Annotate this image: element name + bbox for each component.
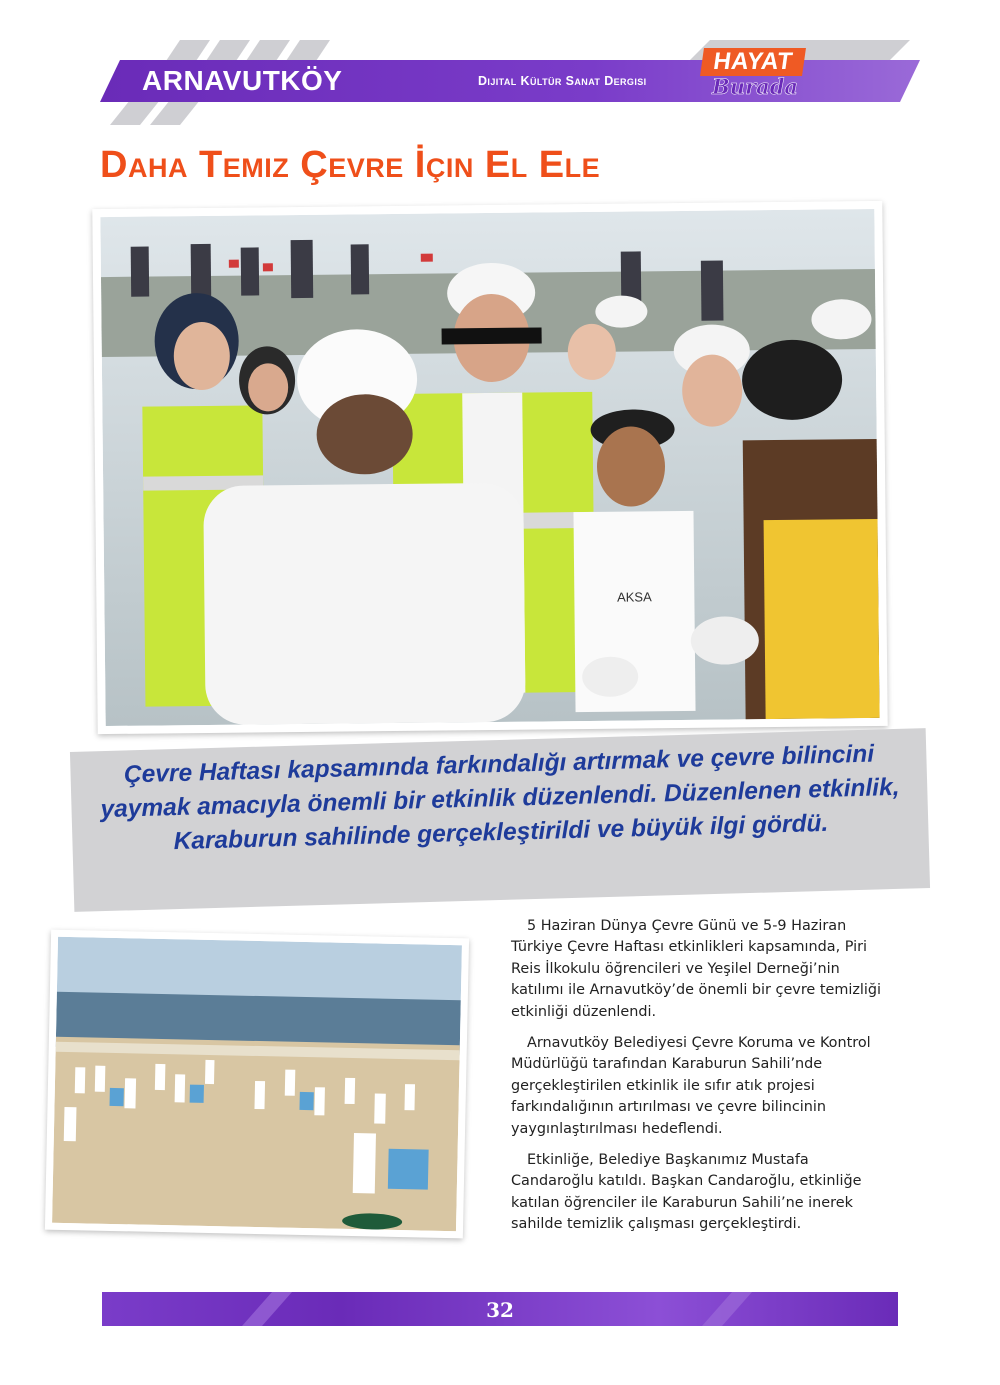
beach-photo-image (52, 937, 462, 1231)
page-number: 32 (486, 1298, 514, 1322)
lead-text: Çevre Haftası kapsamında farkındalığı artırmak ve çevre bilincini yaymak amacıyla önemli bir etkinlik düzenlendi. Düzenlenen etkinlik, Karaburun sahilinde gerçekleştirildi ve büyük ilgi gördü. (100, 740, 900, 856)
magazine-name: ARNAVUTKÖY (142, 65, 343, 96)
article-title: Daha Temiz Çevre İçin El Ele (100, 144, 601, 186)
logo-hayat-text: HAYAT (700, 48, 806, 76)
body-paragraph-2: Arnavutköy Belediyesi Çevre Koruma ve Kontrol Müdürlüğü tarafından Karaburun Sahili’nde gerçekleştirilen etkinlik ile sıfır atık projesi farkındalığının artırılması ve çevre bilincinin yaygınlaştırılması hedeflendi. (511, 1035, 871, 1137)
article-body (511, 916, 891, 1246)
body-paragraph-3: Etkinliğe, Belediye Başkanımız Mustafa Candaroğlu katıldı. Başkan Candaroğlu, etkinliğe katılan öğrenciler ile Karaburun Sahili’ne inerek sahilde temizlik çalışması gerçekleştirdi. (511, 1152, 862, 1233)
logo-burada-text: Burada (712, 74, 798, 99)
shirt-print: AKSA (616, 589, 652, 605)
magazine-subtitle: Dijital Kültür Sanat Dergisi (478, 74, 647, 88)
main-photo-image (100, 209, 879, 726)
beach-photo (45, 930, 469, 1239)
body-paragraph-1: 5 Haziran Dünya Çevre Günü ve 5-9 Haziran Türkiye Çevre Haftası etkinlikleri kapsamında, Piri Reis İlkokulu öğrencileri ve Yeşilel Derneği’nin katılımı ile Arnavutköy’de önemli bir çevre temizliği etkinliği düzenlendi. (511, 918, 882, 1020)
main-photo (92, 201, 887, 734)
hayat-burada-logo (700, 44, 810, 106)
